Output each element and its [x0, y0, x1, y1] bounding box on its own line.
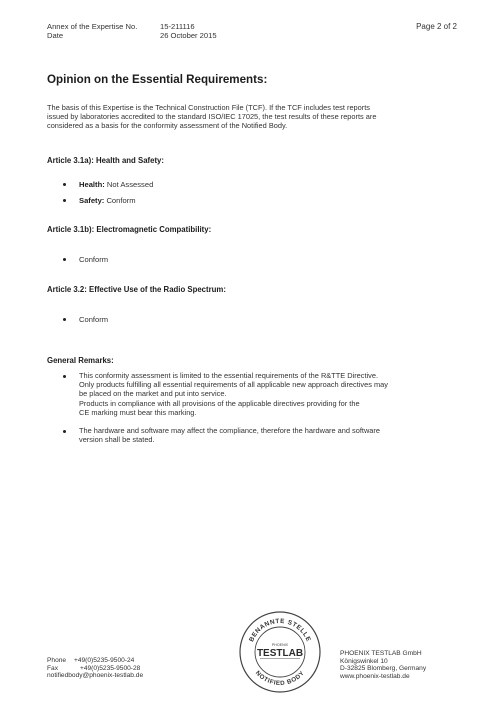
article-heading: Article 3.1b): Electromagnetic Compatibility: — [47, 225, 212, 234]
fax-label: Fax — [47, 664, 58, 672]
intro-line: issued by laboratories accredited to the standard ISO/IEC 17025, the test results of these reports are — [47, 112, 377, 122]
remark-line: The hardware and software may affect the compliance, therefore the hardware and software — [79, 426, 380, 435]
stamp-bottom-arc: NOTIFIED BODY — [253, 669, 307, 688]
list-item — [79, 196, 136, 205]
bullet-icon — [63, 199, 66, 202]
list-item — [79, 180, 153, 189]
remark-line: Only products fulfilling all essential requirements of all applicable new approach directives may — [79, 380, 388, 390]
stamp-brand: TESTLAB — [256, 648, 304, 659]
bullet-icon — [63, 375, 66, 378]
phone-label: Phone — [47, 657, 67, 664]
annex-number: 15-211116 — [160, 22, 195, 31]
website-link[interactable]: www.phoenix-testlab.de — [340, 673, 410, 681]
intro-line: considered as a basis for the conformity assessment of the Notified Body. — [47, 121, 288, 131]
svg-text:NOTIFIED BODY — [254, 669, 306, 687]
article-heading: Article 3.2: Effective Use of the Radio Spectrum: — [47, 285, 226, 294]
remark-item — [79, 371, 388, 417]
city: D-32825 Blomberg, Germany — [340, 665, 427, 673]
stamp-top-arc: BENANNTE STELLE — [248, 617, 312, 643]
remark-line: This conformity assessment is limited to the essential requirements of the R&TTE Directive. — [79, 371, 379, 380]
list-item: Conform — [79, 255, 109, 264]
svg-text:BENANNTE STELLE — [248, 618, 312, 643]
intro-line: The basis of this Expertise is the Technical Construction File (TCF). If the TCF includes test reports — [47, 103, 370, 112]
intro-paragraph — [47, 103, 376, 131]
street: Königswinkel 10 — [340, 657, 388, 665]
remarks-heading: General Remarks: — [47, 356, 114, 365]
company-address — [340, 650, 426, 681]
list-item: Conform — [79, 315, 109, 324]
article-heading: Article 3.1a): Health and Safety: — [47, 156, 164, 165]
date-value: 26 October 2015 — [160, 31, 217, 40]
bullet-icon — [63, 258, 66, 261]
stamp-seal-icon — [238, 610, 322, 694]
item-label: Health: — [79, 180, 105, 189]
bullet-icon — [63, 430, 66, 433]
page-title: Opinion on the Essential Requirements: — [47, 73, 268, 86]
remark-line: CE marking must bear this marking. — [79, 407, 197, 417]
phone-row — [47, 657, 143, 665]
notified-body-stamp — [238, 610, 322, 694]
remark-line: Products in compliance with all provisions of the applicable directives providing for the — [79, 398, 360, 408]
email: notifiedbody@phoenix-testlab.de — [47, 672, 144, 680]
remark-item — [79, 426, 380, 444]
page-number: Page 2 of 2 — [416, 22, 457, 31]
bullet-icon — [63, 318, 66, 321]
remark-line: be placed on the market and put into service. — [79, 389, 227, 399]
remark-line: version shall be stated. — [79, 435, 155, 445]
fax-row — [47, 665, 143, 673]
item-value: Not Assessed — [104, 180, 154, 189]
bullet-icon — [63, 183, 66, 186]
stamp-brand-small: PHOENIX — [271, 643, 289, 647]
company-name: PHOENIX TESTLAB GmbH — [340, 650, 422, 657]
phone-value: +49(0)5235-9500-24 — [74, 657, 135, 664]
item-value: Conform — [104, 196, 136, 205]
item-label: Safety: — [79, 196, 105, 205]
contact-block — [47, 657, 143, 680]
date-label: Date — [47, 31, 64, 40]
fax-value: +49(0)5235-9500-28 — [80, 664, 141, 672]
annex-label: Annex of the Expertise No. — [47, 22, 138, 31]
